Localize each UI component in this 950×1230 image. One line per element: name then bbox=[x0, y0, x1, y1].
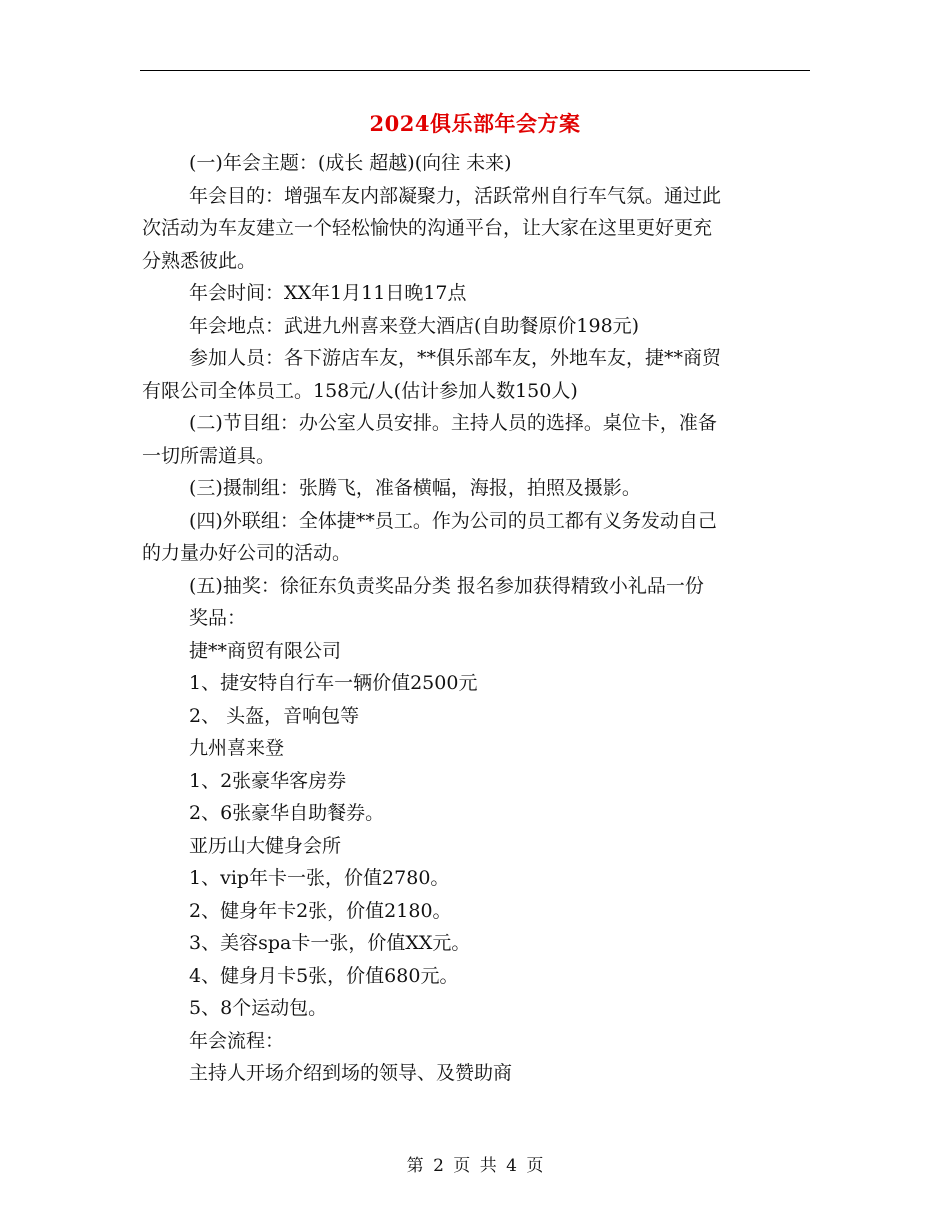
body-line: 一切所需道具。 bbox=[142, 444, 276, 467]
body-line: 参加人员：各下游店车友，**俱乐部车友，外地车友，捷**商贸 bbox=[189, 347, 722, 369]
body-line: 分熟悉彼此。 bbox=[142, 249, 257, 272]
body-line: 3、美容spa卡一张，价值XX元。 bbox=[189, 932, 471, 954]
body-line: (四)外联组：全体捷**员工。作为公司的员工都有义务发动自己 bbox=[189, 509, 717, 532]
body-line: (一)年会主题：(成长 超越)(向往 未来) bbox=[189, 152, 512, 174]
body-line: 5、8个运动包。 bbox=[189, 997, 328, 1019]
body-line: 的力量办好公司的活动。 bbox=[142, 542, 352, 564]
body-line: 有限公司全体员工。158元/人(估计参加人数150人) bbox=[142, 379, 578, 402]
header-rule bbox=[140, 70, 810, 71]
body-line: 亚历山大健身会所 bbox=[189, 834, 342, 857]
body-line: 1、vip年卡一张，价值2780。 bbox=[189, 867, 450, 889]
body-line: 2、6张豪华自助餐券。 bbox=[189, 802, 385, 824]
body-line: 奖品： bbox=[189, 607, 247, 629]
body-line: 2、健身年卡2张，价值2180。 bbox=[189, 899, 452, 922]
body-line: 捷**商贸有限公司 bbox=[189, 639, 342, 662]
body-line: 年会时间：XX年1月11日晚17点 bbox=[189, 282, 467, 304]
body-line: 4、健身月卡5张，价值680元。 bbox=[189, 964, 459, 987]
body-line: 九州喜来登 bbox=[189, 737, 285, 759]
body-line: 年会目的：增强车友内部凝聚力，活跃常州自行车气氛。通过此 bbox=[189, 184, 722, 207]
body-line: (二)节目组：办公室人员安排。主持人员的选择。桌位卡，准备 bbox=[189, 412, 717, 434]
body-line: 2、 头盔，音响包等 bbox=[189, 704, 360, 727]
body-line: 年会流程： bbox=[189, 1029, 285, 1052]
document-title: 2024俱乐部年会方案 bbox=[369, 111, 581, 136]
body-line: 1、2张豪华客房券 bbox=[189, 769, 347, 792]
document-body bbox=[142, 147, 802, 1090]
body-line: 次活动为车友建立一个轻松愉快的沟通平台，让大家在这里更好更充 bbox=[142, 217, 713, 239]
body-line: 1、捷安特自行车一辆价值2500元 bbox=[189, 672, 478, 694]
body-line: (三)摄制组：张腾飞，准备横幅，海报，拍照及摄影。 bbox=[189, 477, 641, 499]
page-number-footer: 第 2 页 共 4 页 bbox=[406, 1156, 544, 1176]
body-line: 年会地点：武进九州喜来登大酒店(自助餐原价198元) bbox=[189, 314, 640, 337]
body-line: (五)抽奖：徐征东负责奖品分类 报名参加获得精致小礼品一份 bbox=[189, 574, 704, 597]
body-line: 主持人开场介绍到场的领导、及赞助商 bbox=[189, 1062, 513, 1084]
